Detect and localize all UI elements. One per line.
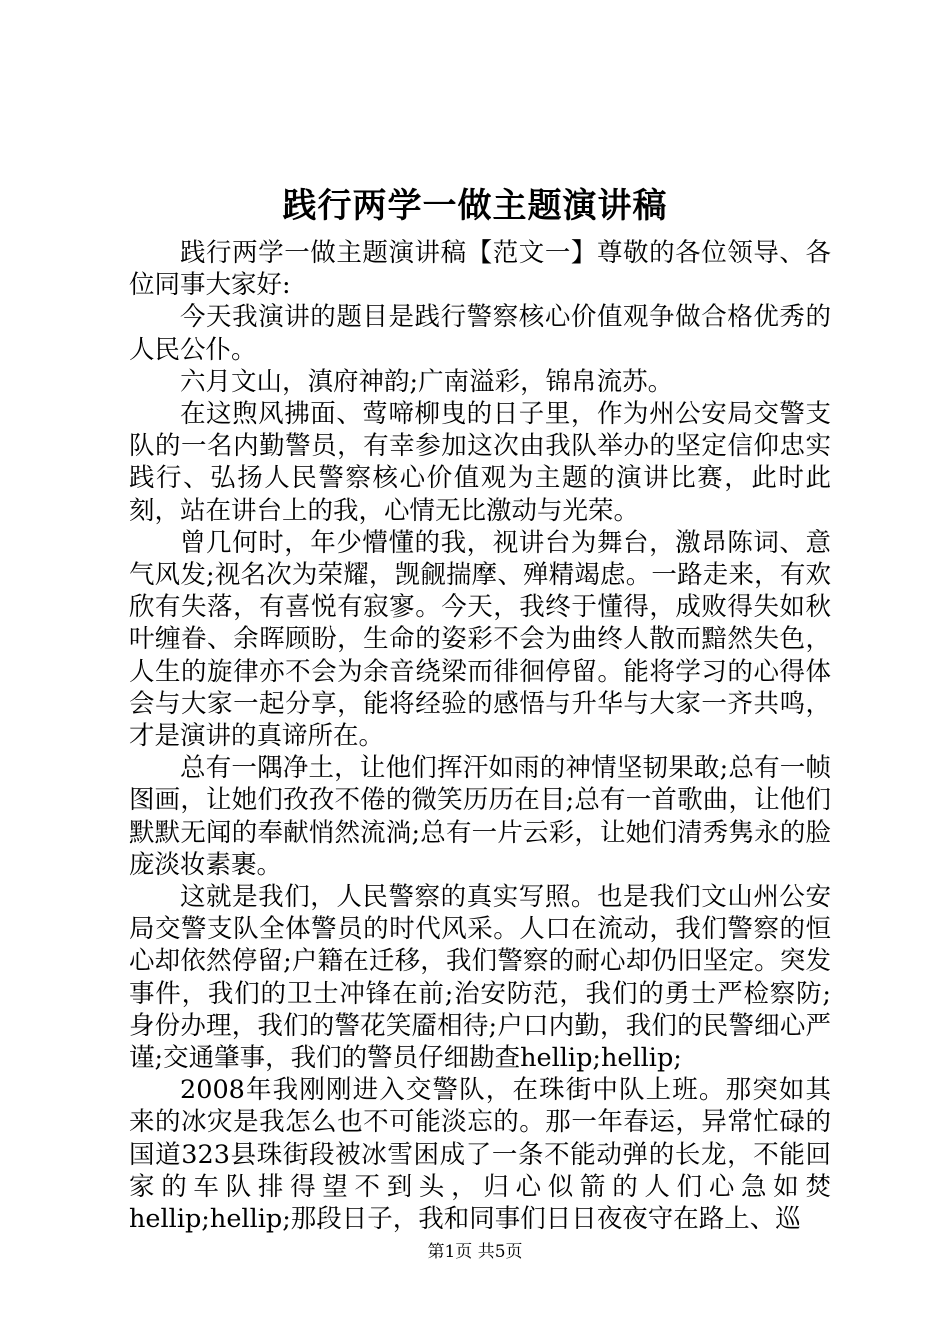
paragraph: 今天我演讲的题目是践行警察核心价值观争做合格优秀的人民公仆。 [129, 302, 831, 365]
paragraph: 总有一隅净土，让他们挥汗如雨的神情坚韧果敢;总有一帧图画，让她们孜孜不倦的微笑历历在目;总有一首歌曲，让他们默默无闻的奉献悄然流淌;总有一片云彩，让她们清秀隽永的脸庞淡妆素裹。 [129, 753, 831, 880]
paragraph: 六月文山，滇府神韵;广南溢彩，锦帛流苏。 [180, 366, 674, 397]
document-title: 践行两学一做主题演讲稿 [282, 186, 668, 226]
paragraph: 曾几何时，年少懵懂的我，视讲台为舞台，激昂陈词、意气风发;视名次为荣耀，觊觎揣摩、殚精竭虑。一路走来，有欢欣有失落，有喜悦有寂寥。今天，我终于懂得，成败得失如秋叶缠眷、余晖顾盼，生命的姿彩不会为曲终人散而黯然失色，人生的旋律亦不会为余音绕梁而徘徊停留。能将学习的心得体会与大家一起分享，能将经验的感悟与升华与大家一齐共鸣，才是演讲的真谛所在。 [129, 527, 831, 752]
paragraph: 在这煦风拂面、莺啼柳曳的日子里，作为州公安局交警支队的一名内勤警员，有幸参加这次由我队举办的坚定信仰忠实践行、弘扬人民警察核心价值观为主题的演讲比赛，此时此刻，站在讲台上的我，心情无比激动与光荣。 [129, 399, 831, 526]
paragraph: 践行两学一做主题演讲稿【范文一】尊敬的各位领导、各位同事大家好: [129, 238, 831, 301]
document-body [129, 237, 831, 1235]
paragraph: 这就是我们，人民警察的真实写照。也是我们文山州公安局交警支队全体警员的时代风采。人口在流动，我们警察的恒心却依然停留;户籍在迁移，我们警察的耐心却仍旧坚定。突发事件，我们的卫士冲锋在前;治安防范，我们的勇士严检察防;身份办理，我们的警花笑靥相待;户口内勤，我们的民警细心严谨;交通肇事，我们的警员仔细勘查hellip;hellip; [129, 882, 831, 1074]
page-number-footer: 第1页 共5页 [427, 1242, 523, 1262]
paragraph: 2008年我刚刚进入交警队，在珠街中队上班。那突如其来的冰灾是我怎么也不可能淡忘的。那一年春运，异常忙碌的国道323县珠街段被冰雪困成了一条不能动弹的长龙，不能回家的车队排得望不到头，归心似箭的人们心急如焚hellip;hellip;那段日子，我和同事们日日夜夜守在路上、巡 [129, 1075, 831, 1235]
